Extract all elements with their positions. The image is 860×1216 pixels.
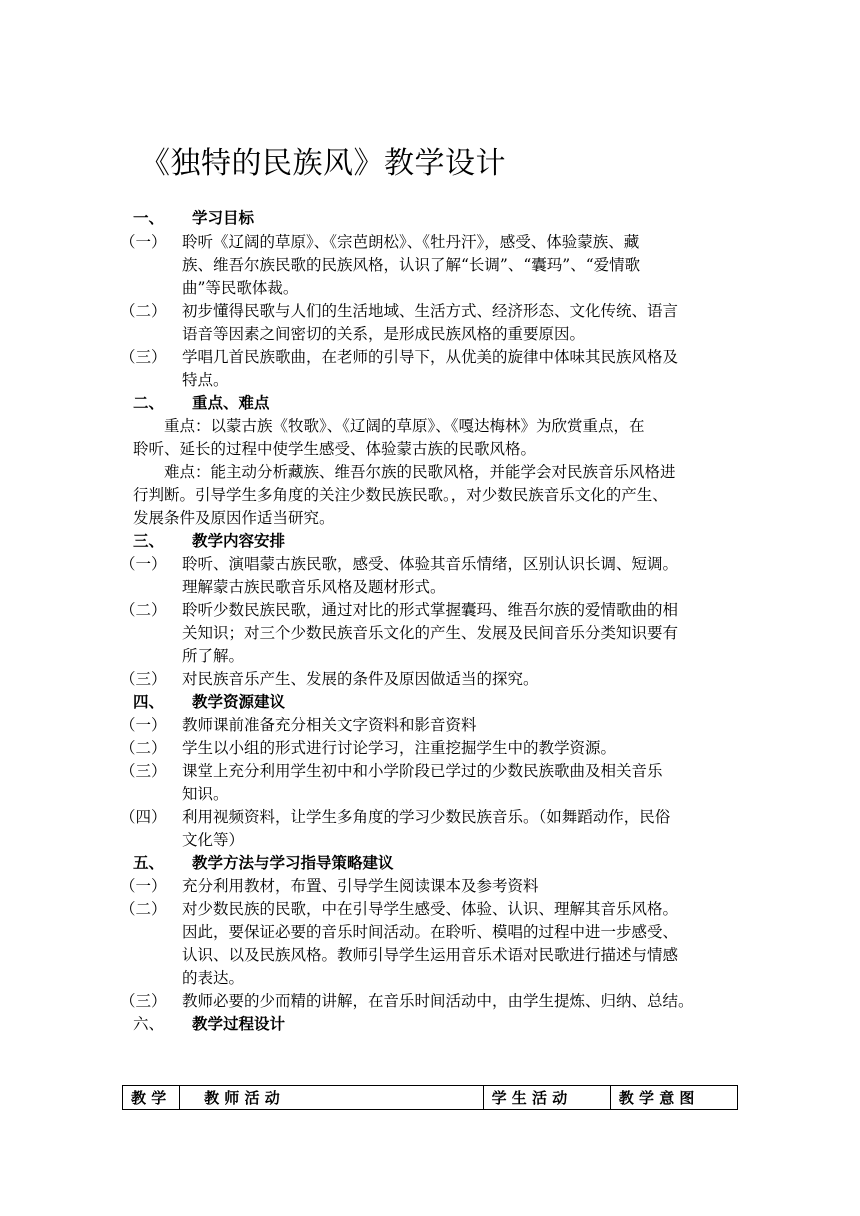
item-text: 认识、以及民族风格。教师引导学生运用音乐术语对民歌进行描述与情感 (182, 946, 679, 964)
section-number: 六、 (133, 1015, 165, 1033)
section-heading: 教学资源建议 (192, 693, 286, 711)
item-text: 所了解。 (182, 647, 245, 665)
item-marker: （三） (120, 348, 167, 366)
item-text: 利用视频资料，让学生多角度的学习少数民族音乐。（如舞蹈动作，民俗 (182, 808, 671, 826)
table-header-row (123, 1086, 738, 1110)
section-heading: 教学方法与学习指导策略建议 (192, 854, 394, 872)
table-header-cell: 学 生 活 动 (483, 1086, 610, 1110)
table-header-cell: 教 学 意 图 (610, 1086, 737, 1110)
item-marker: （二） (120, 900, 167, 918)
item-marker: （二） (120, 302, 167, 320)
item-text: 知识。 (182, 785, 229, 803)
item-marker: （四） (120, 808, 167, 826)
section-heading: 学习目标 (192, 209, 255, 227)
item-text: 教师必要的少而精的讲解，在音乐时间活动中，由学生提炼、归纳、总结。 (182, 992, 694, 1010)
item-marker: （一） (120, 233, 167, 251)
item-text: 充分利用教材，布置、引导学生阅读课本及参考资料 (182, 877, 539, 895)
section-number: 五、 (133, 854, 165, 872)
item-marker: （三） (120, 992, 167, 1010)
paragraph-line: 发展条件及原因作适当研究。 (133, 509, 335, 527)
item-marker: （一） (120, 877, 167, 895)
item-text: 关知识；对三个少数民族音乐文化的产生、发展及民间音乐分类知识要有 (182, 624, 679, 642)
item-marker: （三） (120, 762, 167, 780)
section-number: 四、 (133, 693, 165, 711)
item-text: 课堂上充分利用学生初中和小学阶段已学过的少数民族歌曲及相关音乐 (182, 762, 663, 780)
item-text: 聆听《辽阔的草原》、《宗芭朗松》、《牡丹汗》，感受、体验蒙族、藏 (182, 233, 640, 251)
section-heading: 重点、难点 (192, 394, 270, 412)
paragraph-line: 聆听、延长的过程中使学生感受、体验蒙古族的民歌风格。 (133, 440, 537, 458)
table-header-cell: 教 师 活 动 (180, 1086, 483, 1110)
item-text: 学生以小组的形式进行讨论学习，注重挖掘学生中的教学资源。 (182, 739, 617, 757)
item-text: 语音等因素之间密切的关系，是形成民族风格的重要原因。 (182, 325, 586, 343)
process-table (122, 1085, 738, 1110)
section-heading: 教学过程设计 (192, 1015, 286, 1033)
item-text: 曲”等民歌体裁。 (182, 279, 299, 297)
item-text: 初步懂得民歌与人们的生活地域、生活方式、经济形态、文化传统、语言 (182, 302, 679, 320)
item-text: 理解蒙古族民歌音乐风格及题材形式。 (182, 578, 446, 596)
paragraph-line: 难点：能主动分析藏族、维吾尔族的民歌风格，并能学会对民族音乐风格进 (164, 463, 676, 481)
table-header-cell: 教 学 (123, 1086, 180, 1110)
section-heading: 教学内容安排 (192, 532, 286, 550)
item-marker: （三） (120, 670, 167, 688)
item-marker: （二） (120, 601, 167, 619)
item-text: 教师课前准备充分相关文字资料和影音资料 (182, 716, 477, 734)
item-text: 聆听、演唱蒙古族民歌，感受、体验其音乐情绪，区别认识长调、短调。 (182, 555, 679, 573)
item-text: 族、维吾尔族民歌的民族风格，认识了解“长调”、“囊玛”、“爱情歌 (182, 256, 641, 274)
item-text: 对民族音乐产生、发展的条件及原因做适当的探究。 (182, 670, 539, 688)
section-number: 一、 (133, 209, 165, 227)
paragraph-line: 重点：以蒙古族《牧歌》、《辽阔的草原》、《嘎达梅林》为欣赏重点，在 (164, 417, 645, 435)
item-text: 的表达。 (182, 969, 245, 987)
item-text: 学唱几首民族歌曲，在老师的引导下，从优美的旋律中体味其民族风格及 (182, 348, 679, 366)
section-number: 二、 (133, 394, 165, 412)
section-number: 三、 (133, 532, 165, 550)
item-text: 因此，要保证必要的音乐时间活动。在聆听、模唱的过程中进一步感受、 (182, 923, 679, 941)
item-text: 聆听少数民族民歌，通过对比的形式掌握囊玛、维吾尔族的爱情歌曲的相 (182, 601, 679, 619)
item-marker: （一） (120, 555, 167, 573)
paragraph-line: 行判断。引导学生多角度的关注少数民族民歌。，对少数民族音乐文化的产生、 (133, 486, 668, 504)
item-marker: （二） (120, 739, 167, 757)
item-text: 对少数民族的民歌，中在引导学生感受、体验、认识、理解其音乐风格。 (182, 900, 679, 918)
document-title: 《独特的民族风》教学设计 (140, 146, 506, 181)
item-text: 特点。 (182, 371, 229, 389)
item-marker: （一） (120, 716, 167, 734)
item-text: 文化等） (182, 831, 245, 849)
